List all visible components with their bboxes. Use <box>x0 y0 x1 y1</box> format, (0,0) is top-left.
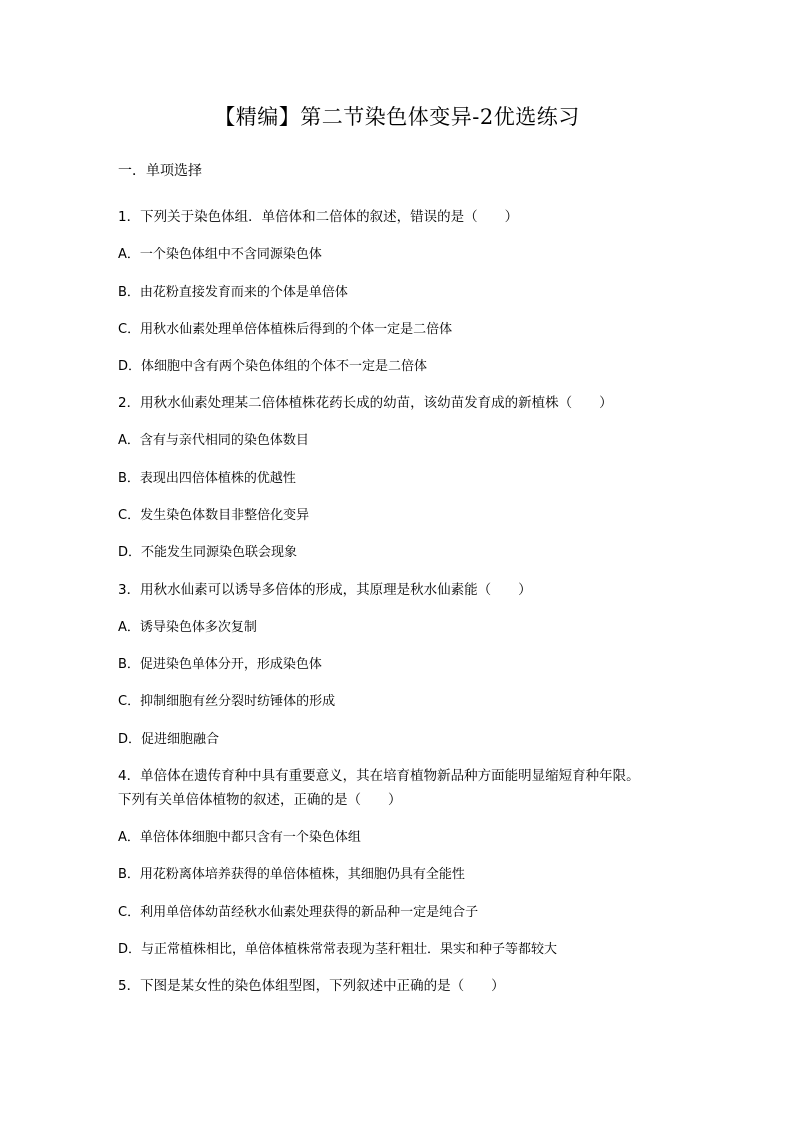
page-title: 【精编】第二节染色体变异-2优选练习 <box>214 105 580 129</box>
question-2-stem: 2．用秋水仙素处理某二倍体植株花药长成的幼苗，该幼苗发育成的新植株（ ） <box>118 395 613 411</box>
question-3-stem: 3．用秋水仙素可以诱导多倍体的形成，其原理是秋水仙素能（ ） <box>118 582 532 598</box>
question-2-option-b: B．表现出四倍体植株的优越性 <box>118 471 296 486</box>
question-4-option-d: D．与正常植株相比，单倍体植株常常表现为茎秆粗壮．果实和种子等都较大 <box>118 942 558 957</box>
question-2-option-c: C．发生染色体数目非整倍化变异 <box>118 508 310 523</box>
question-1-stem: 1．下列关于染色体组．单倍体和二倍体的叙述，错误的是（ ） <box>118 209 519 225</box>
question-3-option-b: B．促进染色单体分开，形成染色体 <box>118 657 322 672</box>
question-3-option-c: C．抑制细胞有丝分裂时纺锤体的形成 <box>118 694 336 709</box>
question-3-option-a: A．诱导染色体多次复制 <box>118 620 257 635</box>
question-1-option-d: D．体细胞中含有两个染色体组的个体不一定是二倍体 <box>118 359 428 374</box>
question-4-option-b: B．用花粉离体培养获得的单倍体植株，其细胞仍具有全能性 <box>118 867 465 882</box>
section-heading: 一．单项选择 <box>118 163 202 179</box>
question-1-option-a: A．一个染色体组中不含同源染色体 <box>118 247 322 262</box>
question-1-option-b: B．由花粉直接发育而来的个体是单倍体 <box>118 285 348 300</box>
question-1-option-c: C．用秋水仙素处理单倍体植株后得到的个体一定是二倍体 <box>118 322 453 337</box>
question-4-stem-line-2: 下列有关单倍体植物的叙述，正确的是（ ） <box>118 792 402 808</box>
question-3-option-d: D．促进细胞融合 <box>118 732 220 747</box>
question-4-option-a: A．单倍体体细胞中都只含有一个染色体组 <box>118 830 361 845</box>
question-2-option-d: D．不能发生同源染色联会现象 <box>118 545 298 560</box>
question-4-option-c: C．利用单倍体幼苗经秋水仙素处理获得的新品种一定是纯合子 <box>118 905 479 920</box>
question-2-option-a: A．含有与亲代相同的染色体数目 <box>118 433 309 448</box>
question-4-stem-line-1: 4．单倍体在遗传育种中具有重要意义，其在培育植物新品种方面能明显缩短育种年限。 <box>118 768 640 784</box>
question-5-stem: 5．下图是某女性的染色体组型图，下列叙述中正确的是（ ） <box>118 978 505 994</box>
